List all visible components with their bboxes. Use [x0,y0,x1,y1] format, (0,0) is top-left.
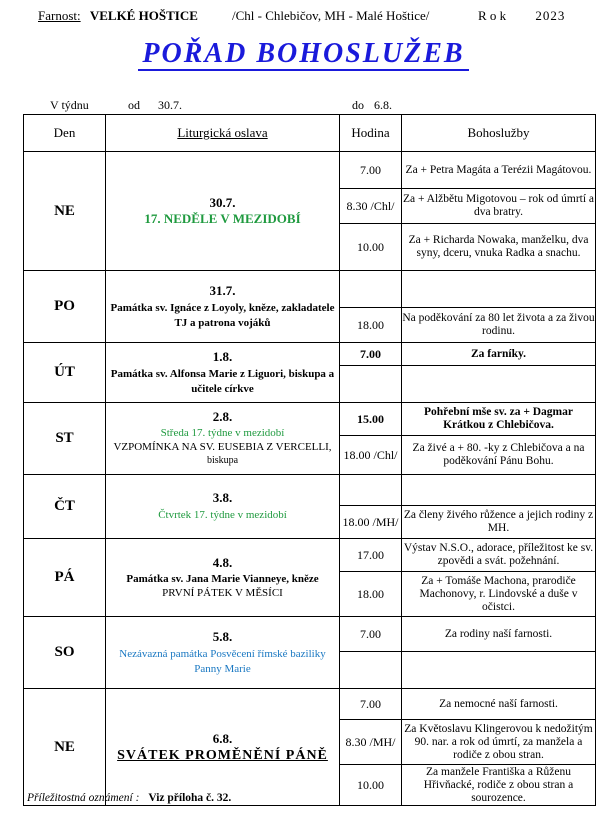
mass-intention [402,366,596,403]
mass-time: 8.30 /MH/ [340,720,402,765]
liturgy-line: Památka sv. Jana Marie Vianneye, kněze [126,572,319,585]
col-den: Den [24,115,106,152]
liturgy-cell [106,475,340,539]
liturgy-line: Středa 17. týdne v mezidobí [160,426,285,439]
mass-time: 8.30 /Chl/ [340,189,402,224]
mass-intention [402,475,596,506]
liturgy-cell [106,152,340,271]
liturgy-cell [106,343,340,403]
mass-time: 18.00 /MH/ [340,506,402,539]
schedule-table [23,114,596,806]
day-row-wed [24,403,596,436]
week-do-label: do [352,98,364,112]
liturgy-line: biskupa [206,454,239,466]
mass-intention [402,652,596,689]
liturgy-cell [106,271,340,343]
mass-intention: Za Květoslavu Klingerovou k nedožitým 90. nar. a rok od úmrtí, za manžela a rodiče z obou stran. [402,720,596,765]
day-date: 31.7. [209,282,236,298]
mass-time: 7.00 [340,617,402,652]
mass-intention: Za farníky. [402,343,596,366]
mass-time: 17.00 [340,539,402,572]
mass-time [340,271,402,308]
mass-intention: Na poděkování za 80 let života a za živou rodinu. [402,308,596,343]
mass-time: 7.00 [340,152,402,189]
day-date: 3.8. [212,490,233,505]
liturgy-line: Památka sv. Ignáce z Loyoly, kněze, zakladatele TJ a patrona vojáků [110,301,335,329]
mass-time: 15.00 [340,403,402,436]
day-name: SO [24,617,106,689]
day-name: NE [24,152,106,271]
liturgy-line: Čtvrtek 17. týdne v mezidobí [158,509,287,521]
liturgy-line: 17. NEDĚLE V MEZIDOBÍ [144,211,301,226]
col-liturgie: Liturgická oslava [106,115,340,152]
day-row-sat [24,617,596,652]
mass-time [340,652,402,689]
mass-time [340,366,402,403]
week-od-value: 30.7. [158,98,182,112]
mass-time: 7.00 [340,343,402,366]
liturgy-line: PRVNÍ PÁTEK V MĚSÍCI [162,586,283,599]
rok-label: R o k [478,8,507,23]
year-value: 2023 [535,8,566,23]
day-row-mon [24,271,596,308]
col-hodina: Hodina [340,115,402,152]
week-do-value: 6.8. [374,98,392,112]
mass-intention: Za živé a + 80. -ky z Chlebičova a na poděkování Pánu Bohu. [402,436,596,475]
liturgy-cell [106,617,340,689]
farnost-name: VELKÉ HOŠTICE [89,8,198,23]
liturgy-line: VZPOMÍNKA NA SV. EUSEBIA Z VERCELLI, [113,440,332,453]
week-od-label: od [128,98,140,112]
day-name: ČT [24,475,106,539]
mass-time [340,475,402,506]
day-name: PO [24,271,106,343]
mass-intention: Za manžele Františka a Růženu Hřivňacké, rodiče z obou stran a sourozence. [402,765,596,806]
day-date: 5.8. [212,628,233,644]
mass-intention: Za členy živého růžence a jejich rodiny z MH. [402,506,596,539]
liturgy-cell [106,539,340,617]
mass-intention: Za + Richarda Nowaka, manželku, dva syny, dceru, vnuka Radka a snachu. [402,224,596,271]
mass-intention: Pohřební mše sv. za + Dagmar Krátkou z Chlebičova. [402,403,596,436]
header-parish [38,8,198,24]
mass-intention [402,271,596,308]
day-row-fri [24,539,596,572]
day-name: ÚT [24,343,106,403]
mass-time: 7.00 [340,689,402,720]
mass-intention: Za + Tomáše Machona, prarodiče Machonovy, r. Lindovské a duše v očistci. [402,572,596,617]
mass-intention: Výstav N.S.O., adorace, příležitost ke sv. zpovědi a svát. požehnání. [402,539,596,572]
mass-time: 18.00 [340,308,402,343]
day-row-thu [24,475,596,506]
week-label: V týdnu [50,98,89,112]
liturgy-line: SVÁTEK PROMĚNĚNÍ PÁNĚ [117,747,328,763]
day-date: 6.8. [212,730,233,746]
mass-intention: Za rodiny naší farnosti. [402,617,596,652]
header-parishes: /Chl - Chlebičov, MH - Malé Hoštice/ [232,8,430,23]
day-row-sun-1 [24,152,596,189]
liturgy-line: Památka sv. Alfonsa Marie z Liguori, biskupa a učitele církve [110,367,335,395]
mass-intention: Za nemocné naší farnosti. [402,689,596,720]
day-row-sun-2 [24,689,596,720]
liturgy-line: Nezávazná památka Posvěcení římské baziliky Panny Marie [119,647,326,675]
day-name: NE [24,689,106,806]
mass-intention: Za + Alžbětu Migotovou – rok od úmrtí a dva bratry. [402,189,596,224]
mass-intention: Za + Petra Magáta a Terézii Magátovou. [402,152,596,189]
footer-text: Viz příloha č. 32. [148,792,232,804]
footer-note [27,792,231,804]
farnost-label: Farnost: [38,8,81,23]
day-date: 30.7. [209,195,236,210]
table-header-row [24,115,596,152]
page-title-text: POŘAD BOHOSLUŽEB [138,38,468,71]
page-title [0,38,607,70]
day-name: ST [24,403,106,475]
header-year [478,8,565,24]
col-bohosluzby: Bohoslužby [402,115,596,152]
liturgy-cell [106,689,340,806]
mass-time: 18.00 /Chl/ [340,436,402,475]
day-name: PÁ [24,539,106,617]
mass-time: 10.00 [340,765,402,806]
footer-label: Příležitostná oznámení : [27,792,140,804]
day-row-tue [24,343,596,366]
mass-time: 10.00 [340,224,402,271]
liturgy-cell [106,403,340,475]
mass-time: 18.00 [340,572,402,617]
day-date: 1.8. [212,348,233,364]
day-date: 2.8. [212,408,233,424]
day-date: 4.8. [212,554,233,570]
